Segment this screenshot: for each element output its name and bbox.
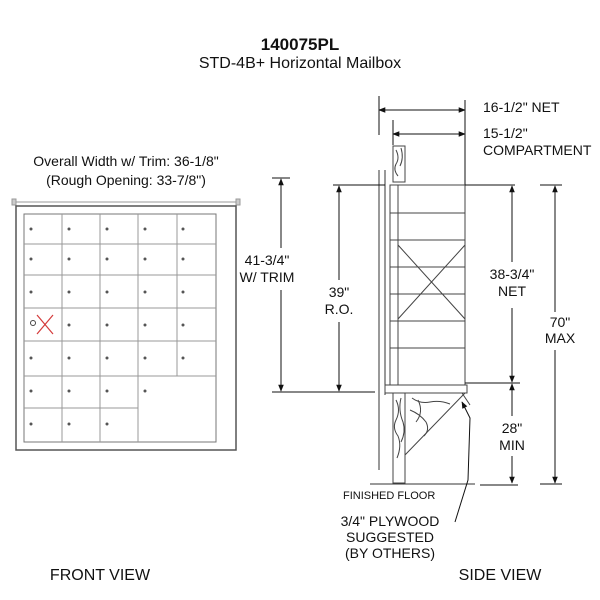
net-height-label: 38-3/4" bbox=[489, 266, 535, 282]
plywood-label: 3/4" PLYWOOD bbox=[340, 513, 440, 529]
front-view-label: FRONT VIEW bbox=[49, 567, 151, 584]
compartment-depth-label: 15-1/2" bbox=[483, 125, 528, 141]
outgoing-mail-x-icon bbox=[31, 315, 54, 334]
min-height-label-2: MIN bbox=[499, 437, 525, 453]
wall-stud-top bbox=[393, 146, 405, 182]
finished-floor-label: FINISHED FLOOR bbox=[343, 490, 436, 502]
model-number: 140075PL bbox=[260, 35, 340, 54]
door-lock-dots bbox=[30, 228, 185, 426]
rough-opening-label: (Rough Opening: 33-7/8") bbox=[46, 172, 206, 188]
max-height-label: 70" bbox=[549, 314, 571, 330]
net-height-label-2: NET bbox=[498, 283, 526, 299]
height-with-trim-label-2: W/ TRIM bbox=[239, 269, 295, 285]
plywood-label-3: (BY OTHERS) bbox=[345, 545, 435, 561]
door-row-dividers bbox=[24, 244, 216, 408]
front-view-drawing bbox=[12, 199, 240, 450]
rough-opening-height-label-2: R.O. bbox=[324, 301, 354, 317]
compartment-depth-label-2: COMPARTMENT bbox=[483, 142, 592, 158]
plywood-support bbox=[385, 385, 470, 483]
overall-width-label: Overall Width w/ Trim: 36-1/8" bbox=[33, 153, 219, 169]
min-height-label: 28" bbox=[501, 420, 523, 436]
mailbox-side-body bbox=[390, 185, 465, 385]
rough-opening-height-label: 39" bbox=[328, 284, 350, 300]
net-depth-label: 16-1/2" NET bbox=[483, 99, 560, 115]
product-subtitle: STD-4B+ Horizontal Mailbox bbox=[198, 55, 402, 72]
side-view-label: SIDE VIEW bbox=[458, 567, 542, 584]
max-height-label-2: MAX bbox=[544, 330, 576, 346]
plywood-label-2: SUGGESTED bbox=[346, 529, 434, 545]
height-with-trim-label: 41-3/4" bbox=[244, 252, 290, 268]
